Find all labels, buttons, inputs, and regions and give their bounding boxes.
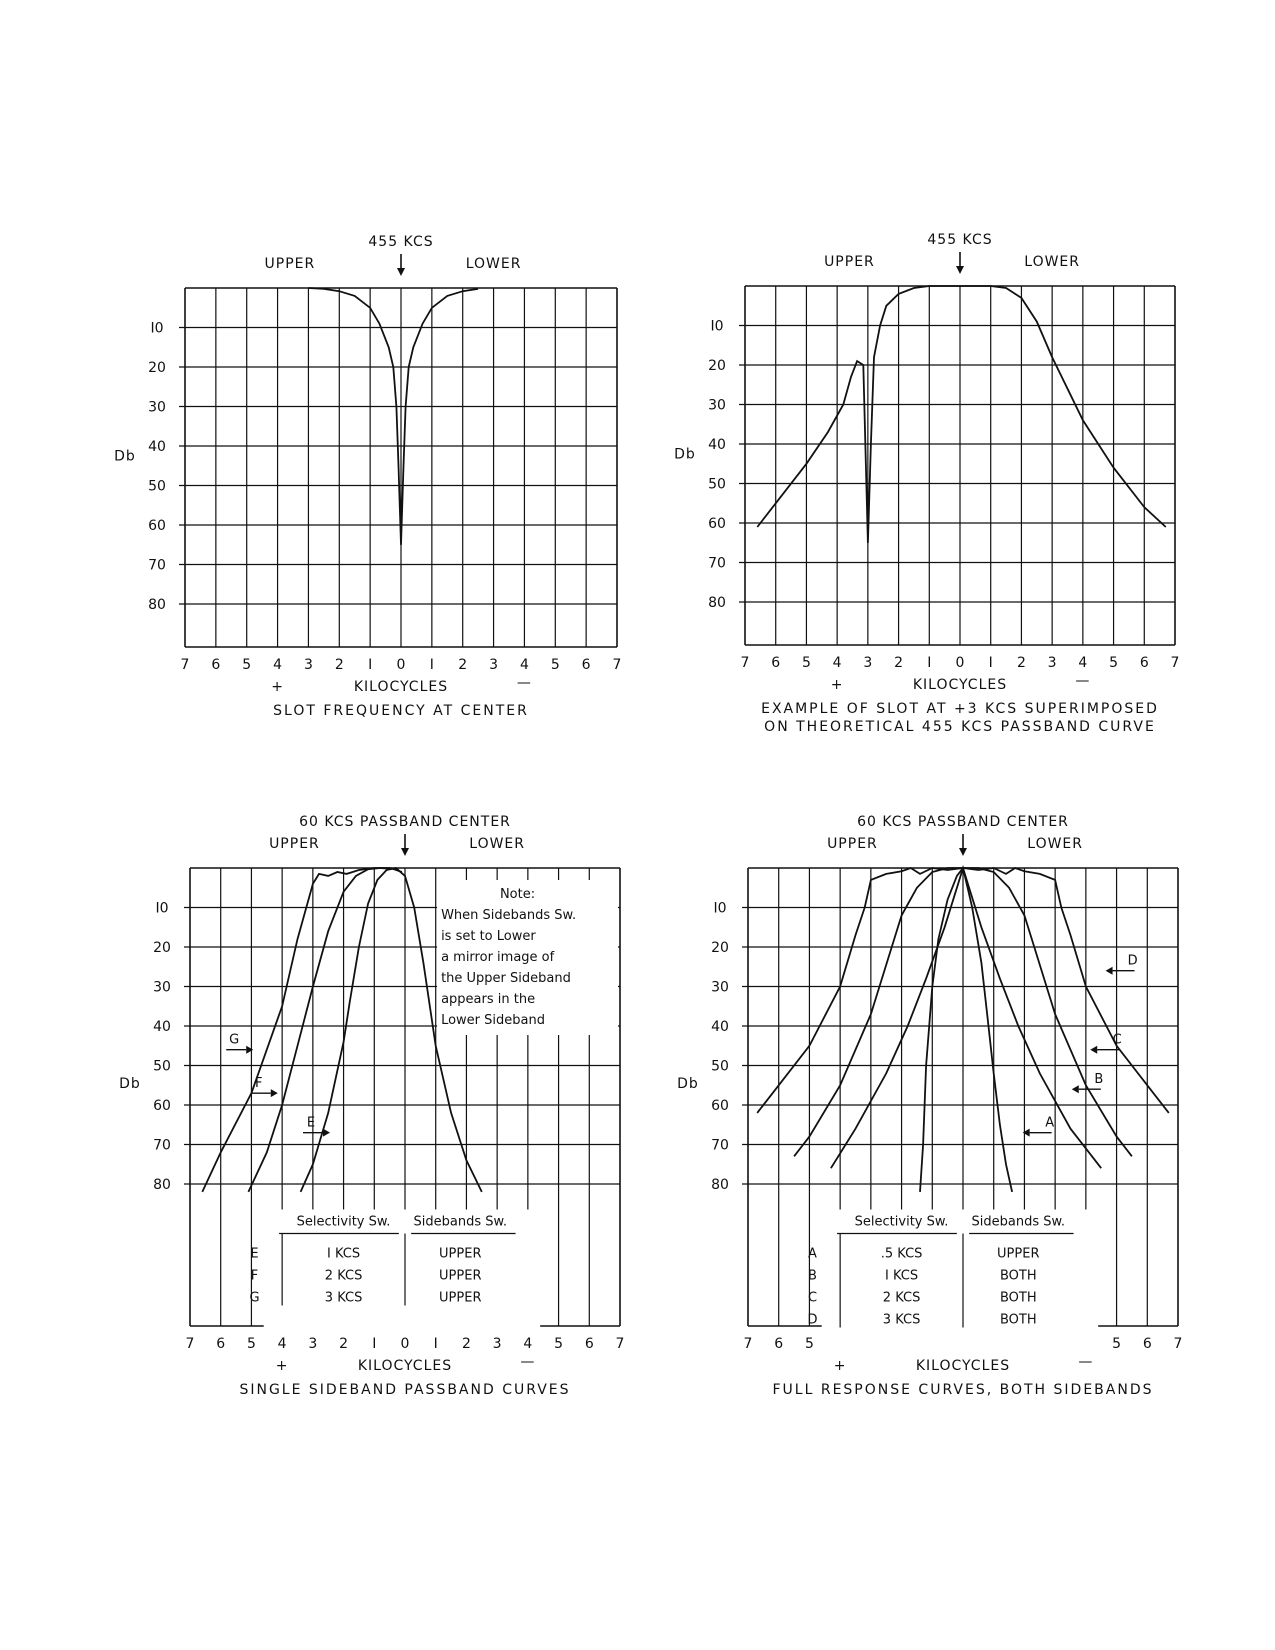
y-tick-label: 70 [153, 1137, 171, 1154]
x-tick-label: 6 [211, 657, 221, 673]
chart-caption: SLOT FREQUENCY AT CENTER [273, 703, 529, 719]
x-tick-label: 3 [308, 1336, 318, 1352]
y-axis-label: Db [114, 448, 136, 465]
curve-pointer-icon [1090, 1046, 1097, 1054]
x-axis-label: KILOCYCLES [353, 679, 449, 695]
y-tick-label: 50 [153, 1058, 171, 1075]
x-tick-label: 0 [955, 655, 965, 671]
table-selectivity: 2 KCS [324, 1268, 363, 1284]
y-tick-label: I0 [155, 900, 169, 917]
chart-title: 455 KCS [927, 232, 993, 248]
x-tick-label: 7 [612, 657, 622, 673]
x-tick-label: 7 [743, 1336, 753, 1352]
note-line: When Sidebands Sw. [441, 908, 577, 923]
x-tick-label: 3 [489, 657, 499, 673]
chart-panel-d [677, 814, 1182, 1398]
upper-sideband-label: UPPER [824, 254, 875, 270]
y-tick-label: 80 [708, 595, 726, 611]
center-arrow-icon [959, 848, 967, 856]
table-selectivity: 3 KCS [882, 1312, 921, 1328]
y-axis-label: Db [674, 446, 696, 463]
x-tick-label: 6 [771, 655, 781, 671]
x-tick-label: I [927, 655, 932, 671]
x-axis-label: KILOCYCLES [915, 1358, 1011, 1374]
series-line [757, 286, 1166, 543]
x-tick-label: 5 [1109, 655, 1119, 671]
chart-caption: FULL RESPONSE CURVES, BOTH SIDEBANDS [772, 1382, 1154, 1398]
x-tick-label: 6 [216, 1336, 226, 1352]
curve-pointer-icon [1072, 1085, 1079, 1093]
x-tick-label: 3 [492, 1336, 502, 1352]
lower-sideband-label: LOWER [465, 256, 522, 272]
x-tick-label: I [429, 657, 434, 673]
x-tick-label: I [368, 657, 373, 673]
x-tick-label: 3 [863, 655, 873, 671]
x-tick-label: 3 [1047, 655, 1057, 671]
note-line: Note: [499, 887, 536, 902]
x-tick-label: 0 [396, 657, 406, 673]
curve-pointer-icon [323, 1129, 330, 1137]
table-sidebands: BOTH [999, 1268, 1037, 1284]
lower-sideband-label: LOWER [469, 836, 526, 852]
curve-label: A [1045, 1115, 1055, 1131]
table-curve-letter: D [807, 1312, 818, 1328]
x-tick-label: 4 [273, 657, 283, 673]
note-line: a mirror image of [441, 950, 555, 965]
x-tick-label: 5 [554, 1336, 564, 1352]
x-tick-label: I [988, 655, 993, 671]
upper-sideband-label: UPPER [269, 836, 320, 852]
y-tick-label: I0 [150, 320, 164, 337]
chart-panel-a [114, 234, 621, 719]
table-sidebands: UPPER [439, 1290, 482, 1306]
x-tick-label: 7 [1170, 655, 1180, 671]
y-tick-label: 80 [148, 597, 166, 613]
curve-label: D [1127, 953, 1138, 969]
x-tick-label: 0 [400, 1336, 410, 1352]
minus-sign: — [516, 675, 532, 691]
curve-pointer-icon [271, 1089, 278, 1097]
x-tick-label: 6 [1139, 655, 1149, 671]
table-sidebands: UPPER [997, 1246, 1040, 1262]
x-tick-label: 5 [550, 657, 560, 673]
minus-sign: — [1078, 1354, 1094, 1370]
x-tick-label: 5 [242, 657, 252, 673]
x-tick-label: 7 [185, 1336, 195, 1352]
x-axis-label: KILOCYCLES [912, 677, 1008, 693]
y-tick-label: 70 [708, 555, 726, 572]
x-tick-label: 6 [581, 657, 591, 673]
x-tick-label: 7 [1173, 1336, 1183, 1352]
chart-caption: ON THEORETICAL 455 KCS PASSBAND CURVE [764, 719, 1156, 735]
y-tick-label: 60 [153, 1098, 171, 1114]
table-sidebands: UPPER [439, 1268, 482, 1284]
lower-sideband-label: LOWER [1024, 254, 1081, 270]
x-tick-label: 4 [519, 657, 529, 673]
y-tick-label: 40 [708, 437, 726, 453]
note-line: is set to Lower [441, 929, 536, 944]
chart-title: 60 KCS PASSBAND CENTER [299, 814, 511, 830]
lower-sideband-label: LOWER [1027, 836, 1084, 852]
y-tick-label: 70 [711, 1137, 729, 1154]
note-line: appears in the [441, 992, 536, 1007]
x-tick-label: 2 [334, 657, 344, 673]
table-background [822, 1210, 1098, 1354]
chart-panel-b [674, 232, 1179, 735]
plus-sign: + [830, 677, 844, 693]
table-selectivity: 3 KCS [324, 1290, 363, 1306]
x-tick-label: 2 [339, 1336, 349, 1352]
x-tick-label: 4 [1078, 655, 1088, 671]
chart-caption: EXAMPLE OF SLOT AT +3 KCS SUPERIMPOSED [761, 701, 1159, 717]
x-tick-label: 7 [740, 655, 750, 671]
y-tick-label: I0 [713, 900, 727, 917]
note-line: the Upper Sideband [441, 971, 571, 986]
y-tick-label: 50 [711, 1058, 729, 1075]
upper-sideband-label: UPPER [264, 256, 316, 272]
y-tick-label: 40 [148, 439, 166, 455]
series-line-A [920, 868, 1012, 1192]
table-curve-letter: A [808, 1246, 817, 1262]
x-tick-label: 4 [277, 1336, 287, 1352]
curve-label: B [1094, 1072, 1104, 1088]
y-tick-label: 30 [708, 397, 726, 414]
table-curve-letter: F [250, 1268, 259, 1284]
x-tick-label: 7 [180, 657, 190, 673]
table-curve-letter: C [807, 1290, 818, 1306]
chart-panel-c [119, 814, 624, 1398]
x-tick-label: 5 [246, 1336, 256, 1352]
series-line [308, 288, 478, 545]
table-sidebands: UPPER [439, 1246, 482, 1262]
curve-label: G [229, 1032, 240, 1048]
plus-sign: + [275, 1358, 289, 1374]
curve-pointer-icon [1023, 1129, 1030, 1137]
y-tick-label: 20 [708, 358, 726, 374]
y-axis-label: Db [677, 1075, 699, 1092]
y-tick-label: 30 [148, 399, 166, 416]
y-tick-label: 60 [148, 518, 166, 534]
table-curve-letter: B [808, 1268, 817, 1284]
table-selectivity: I KCS [885, 1268, 919, 1284]
plus-sign: + [271, 679, 284, 695]
x-tick-label: 5 [1112, 1336, 1122, 1352]
y-tick-label: 20 [711, 940, 729, 956]
table-header: Sidebands Sw. [971, 1214, 1066, 1230]
chart-caption: SINGLE SIDEBAND PASSBAND CURVES [239, 1382, 571, 1398]
x-tick-label: I [372, 1336, 377, 1352]
series-line-G [202, 868, 399, 1192]
series-line-F [248, 868, 402, 1192]
chart-title: 60 KCS PASSBAND CENTER [857, 814, 1069, 830]
x-tick-label: 7 [615, 1336, 625, 1352]
curve-label: E [306, 1115, 316, 1131]
x-tick-label: 6 [584, 1336, 594, 1352]
x-tick-label: 3 [303, 657, 313, 673]
y-tick-label: 50 [148, 478, 166, 495]
table-header: Selectivity Sw. [854, 1214, 949, 1230]
curve-pointer-icon [1106, 967, 1113, 975]
y-tick-label: 60 [711, 1098, 729, 1114]
table-curve-letter: G [249, 1290, 260, 1306]
y-tick-label: 80 [711, 1177, 729, 1193]
table-selectivity: .5 KCS [880, 1246, 923, 1262]
table-curve-letter: E [250, 1246, 259, 1262]
y-tick-label: 30 [153, 979, 171, 996]
table-selectivity: I KCS [327, 1246, 361, 1262]
x-axis-label: KILOCYCLES [357, 1358, 453, 1374]
y-tick-label: I0 [710, 318, 724, 335]
center-arrow-icon [956, 266, 964, 274]
x-tick-label: 6 [1142, 1336, 1152, 1352]
y-tick-label: 40 [153, 1019, 171, 1035]
table-sidebands: BOTH [999, 1290, 1037, 1306]
table-header: Sidebands Sw. [413, 1214, 508, 1230]
x-tick-label: 2 [894, 655, 904, 671]
table-selectivity: 2 KCS [882, 1290, 921, 1306]
minus-sign: — [520, 1354, 536, 1370]
x-tick-label: 4 [832, 655, 842, 671]
plus-sign: + [833, 1358, 847, 1374]
curve-label: F [255, 1076, 263, 1092]
table-header: Selectivity Sw. [296, 1214, 391, 1230]
x-tick-label: 2 [1016, 655, 1026, 671]
y-tick-label: 20 [153, 940, 171, 956]
y-tick-label: 60 [708, 516, 726, 532]
center-arrow-icon [401, 848, 409, 856]
y-tick-label: 20 [148, 360, 166, 376]
x-tick-label: 6 [774, 1336, 784, 1352]
y-tick-label: 40 [711, 1019, 729, 1035]
x-tick-label: 4 [523, 1336, 533, 1352]
x-tick-label: 2 [458, 657, 468, 673]
x-tick-label: 5 [804, 1336, 814, 1352]
table-sidebands: BOTH [999, 1312, 1037, 1328]
x-tick-label: I [433, 1336, 438, 1352]
y-tick-label: 50 [708, 476, 726, 493]
y-tick-label: 80 [153, 1177, 171, 1193]
chart-title: 455 KCS [368, 234, 434, 250]
y-axis-label: Db [119, 1075, 141, 1092]
center-arrow-icon [397, 268, 405, 276]
y-tick-label: 70 [148, 557, 166, 574]
x-tick-label: 5 [801, 655, 811, 671]
x-tick-label: 2 [461, 1336, 471, 1352]
curve-label: C [1112, 1032, 1122, 1048]
note-line: Lower Sideband [441, 1013, 545, 1028]
y-tick-label: 30 [711, 979, 729, 996]
upper-sideband-label: UPPER [827, 836, 878, 852]
minus-sign: — [1075, 673, 1091, 689]
curve-pointer-icon [246, 1046, 253, 1054]
